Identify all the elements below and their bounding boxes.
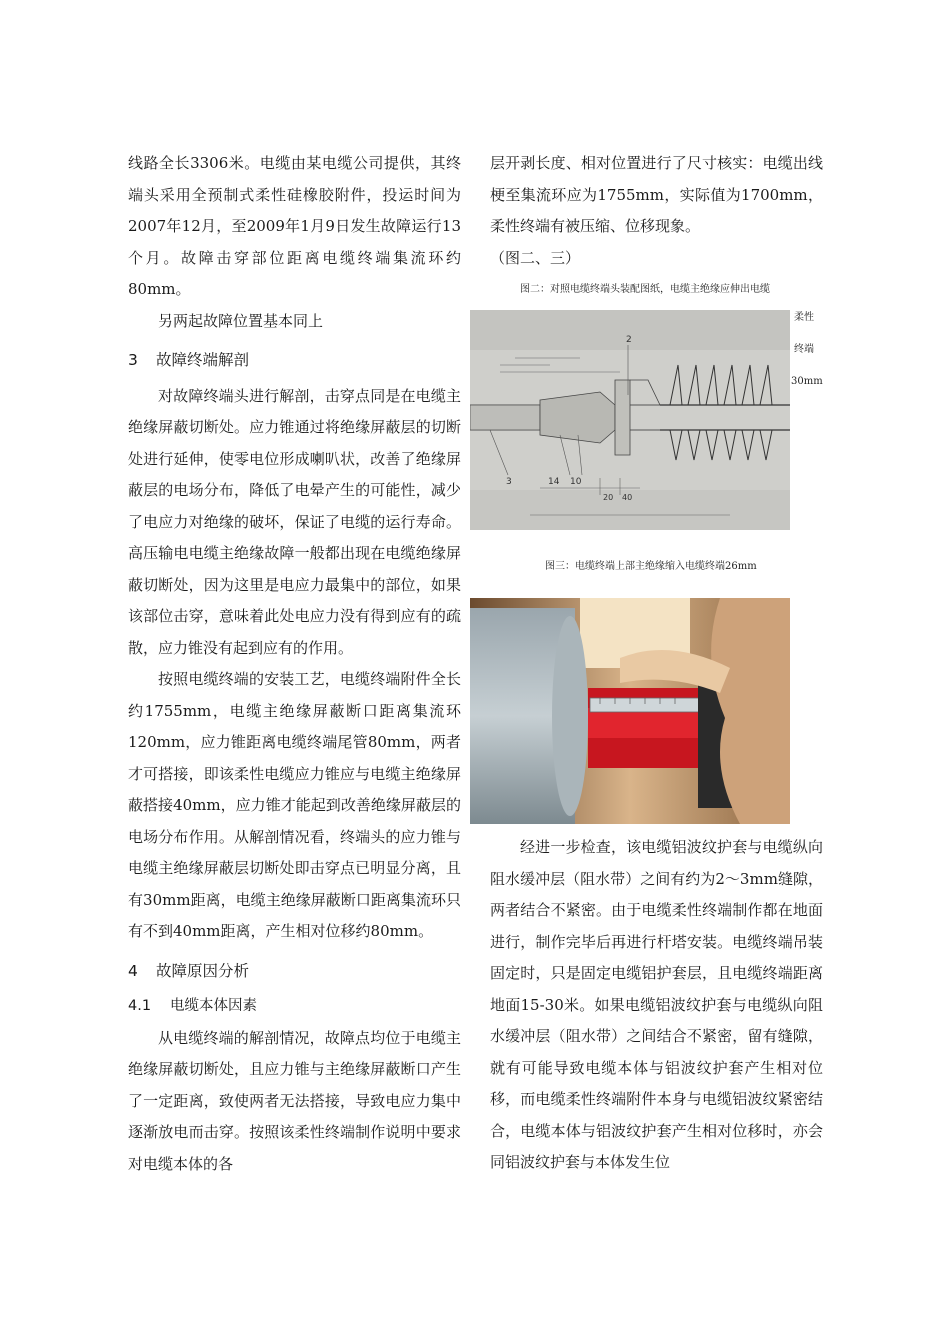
sidenote-line: 柔性 <box>794 312 814 323</box>
dimension-label: 40 <box>622 493 633 502</box>
figure2-caption: 图二：对照电缆终端头装配图纸，电缆主绝缘应伸出电缆 <box>520 284 770 295</box>
paragraph: 层开剥长度、相对位置进行了尺寸核实：电缆出线梗至集流环应为1755mm，实际值为1700mm，柔性终端有被压缩、位移现象。 <box>490 154 823 235</box>
sidenote-line: 30mm <box>791 376 823 387</box>
section-title: 故障原因分析 <box>156 961 250 980</box>
drawing-illustration <box>470 310 790 530</box>
paragraph: 按照电缆终端的安装工艺，电缆终端附件全长约1755mm，电缆主绝缘屏蔽断口距离集流环120mm，应力锥距离电缆终端尾管80mm，两者才可搭接，即该柔性电缆应力锥应与电缆主绝缘屏蔽搭接40mm，应力锥才能起到改善绝缘屏蔽层的电场分布作用。从解剖情况看，终端头的应力锥与电缆主绝缘屏蔽层切断处即击穿点已明显分离，且有30mm距离，电缆主绝缘屏蔽断口距离集流环只有不到40mm距离，产生相对位移约80mm。 <box>128 670 461 940</box>
right-column-top <box>490 148 823 274</box>
dimension-label: 20 <box>603 493 614 502</box>
figure3-caption: 图三：电缆终端上部主绝缘缩入电缆终端26mm <box>545 561 757 572</box>
callout-label: 14 <box>548 477 560 487</box>
photo-illustration <box>470 598 790 824</box>
section-title: 故障终端解剖 <box>156 351 250 369</box>
subsection-number: 4.1 <box>128 998 152 1014</box>
paragraph: 从电缆终端的解剖情况，故障点均位于电缆主绝缘屏蔽切断处，且应力锥与主绝缘屏蔽断口产生了一定距离，致使两者无法搭接，导致电应力集中逐渐放电而击穿。按照该柔性终端制作说明中要求对电缆本体的各 <box>128 1028 461 1173</box>
right-column-bottom <box>490 832 823 1179</box>
paragraph: （图二、三） <box>490 248 581 267</box>
section-number: 4 <box>128 961 138 980</box>
paragraph: 另两起故障位置基本同上 <box>158 311 324 330</box>
callout-label: 10 <box>570 477 582 487</box>
section-number: 3 <box>128 351 138 369</box>
section-heading-3 <box>128 345 461 377</box>
callout-label: 2 <box>626 335 632 345</box>
subsection-heading-4-1 <box>128 991 461 1023</box>
sidenote-line: 终端 <box>794 344 814 355</box>
callout-label: 3 <box>506 477 512 487</box>
figure2-drawing <box>470 310 790 530</box>
paragraph: 对故障终端头进行解剖，击穿点同是在电缆主绝缘屏蔽切断处。应力锥通过将绝缘屏蔽层的切断处进行延伸，使零电位形成喇叭状，改善了绝缘屏蔽层的电场分布，降低了电晕产生的可能性，减少了电应力对绝缘的破坏，保证了电缆的运行寿命。高压输电电缆主绝缘故障一般都出现在电缆绝缘屏蔽切断处，因为这里是电应力最集中的部位，如果该部位击穿，意味着此处电应力没有得到应有的疏散，应力锥没有起到应有的作用。 <box>128 386 461 657</box>
paragraph: 经进一步检查，该电缆铝波纹护套与电缆纵向阻水缓冲层（阻水带）之间有约为2～3mm缝隙，两者结合不紧密。由于电缆柔性终端制作都在地面进行，制作完毕后再进行杆塔安装。电缆终端吊装固定时，只是固定电缆铝护套层，且电缆终端距离地面15-30米。如果电缆铝波纹护套与电缆纵向阻水缓冲层（阻水带）之间结合不紧密，留有缝隙，就有可能导致电缆本体与铝波纹护套产生相对位移，而电缆柔性终端附件本身与电缆铝波纹紧密结合，电缆本体与铝波纹护套产生相对位移时，亦会同铝波纹护套与本体发生位 <box>490 838 823 1171</box>
section-heading-4 <box>128 956 461 988</box>
left-column <box>128 148 461 1180</box>
figure2-sidenote <box>791 302 823 398</box>
paragraph: 线路全长3306米。电缆由某电缆公司提供，其终端头采用全预制式柔性硅橡胶附件，投运时间为2007年12月，至2009年1月9日发生故障运行13个月。故障击穿部位距离电缆终端集流环约80mm。 <box>128 154 461 298</box>
subsection-title: 电缆本体因素 <box>170 998 257 1014</box>
figure3-photo <box>470 598 790 824</box>
